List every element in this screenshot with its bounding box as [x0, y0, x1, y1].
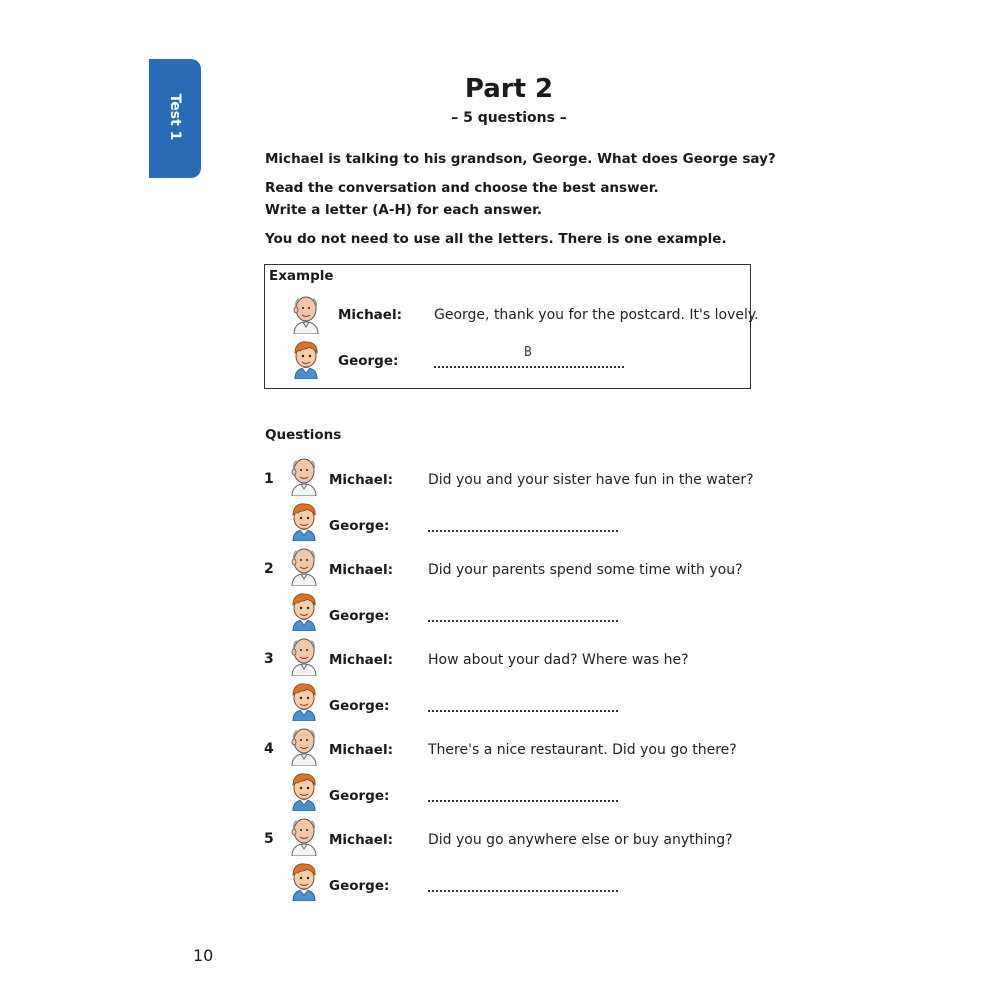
answer-line-5[interactable]	[428, 890, 618, 892]
example-label: Example	[269, 268, 334, 284]
page-number: 10	[193, 946, 214, 965]
michael-line: Did you go anywhere else or buy anything?	[428, 832, 733, 848]
michael-line: Did you and your sister have fun in the water?	[428, 472, 754, 488]
answer-line-4[interactable]	[428, 800, 618, 802]
michael-line: Did your parents spend some time with you?	[428, 562, 743, 578]
instruction-context: Michael is talking to his grandson, George. What does George say?	[265, 151, 776, 167]
answer-line-3[interactable]	[428, 710, 618, 712]
speaker-george: George:	[329, 878, 390, 894]
page-subtitle: – 5 questions –	[451, 110, 567, 126]
grandpa-avatar-icon	[287, 726, 321, 766]
speaker-michael: Michael:	[329, 562, 393, 578]
grandpa-avatar-icon	[287, 546, 321, 586]
question-number: 2	[264, 561, 274, 577]
instruction-letters: You do not need to use all the letters. There is one example.	[265, 231, 727, 247]
speaker-michael: Michael:	[329, 652, 393, 668]
example-answer-line	[434, 366, 624, 368]
boy-avatar-icon	[287, 681, 321, 721]
question-number: 4	[264, 741, 274, 757]
speaker-george: George:	[338, 353, 399, 369]
grandpa-avatar-icon	[287, 816, 321, 856]
grandpa-avatar-icon	[289, 294, 323, 334]
question-number: 5	[264, 831, 274, 847]
example-answer: B	[524, 345, 532, 360]
answer-line-1[interactable]	[428, 530, 618, 532]
boy-avatar-icon	[287, 771, 321, 811]
speaker-michael: Michael:	[329, 832, 393, 848]
michael-line: How about your dad? Where was he?	[428, 652, 689, 668]
page-title: Part 2	[464, 74, 554, 104]
speaker-michael: Michael:	[329, 742, 393, 758]
question-number: 3	[264, 651, 274, 667]
michael-line: There's a nice restaurant. Did you go there?	[428, 742, 737, 758]
speaker-george: George:	[329, 698, 390, 714]
questions-heading: Questions	[265, 427, 342, 443]
speaker-michael: Michael:	[329, 472, 393, 488]
boy-avatar-icon	[287, 861, 321, 901]
grandpa-avatar-icon	[287, 636, 321, 676]
speaker-george: George:	[329, 518, 390, 534]
question-number: 1	[264, 471, 274, 487]
boy-avatar-icon	[287, 501, 321, 541]
example-box	[264, 264, 751, 389]
grandpa-avatar-icon	[287, 456, 321, 496]
answer-line-2[interactable]	[428, 620, 618, 622]
speaker-michael: Michael:	[338, 307, 402, 323]
speaker-george: George:	[329, 608, 390, 624]
instruction-write: Write a letter (A-H) for each answer.	[265, 202, 542, 218]
speaker-george: George:	[329, 788, 390, 804]
boy-avatar-icon	[289, 339, 323, 379]
instruction-read: Read the conversation and choose the best answer.	[265, 180, 659, 196]
boy-avatar-icon	[287, 591, 321, 631]
side-tab-label: Test 1	[167, 93, 183, 141]
michael-line: George, thank you for the postcard. It's lovely.	[434, 307, 759, 323]
